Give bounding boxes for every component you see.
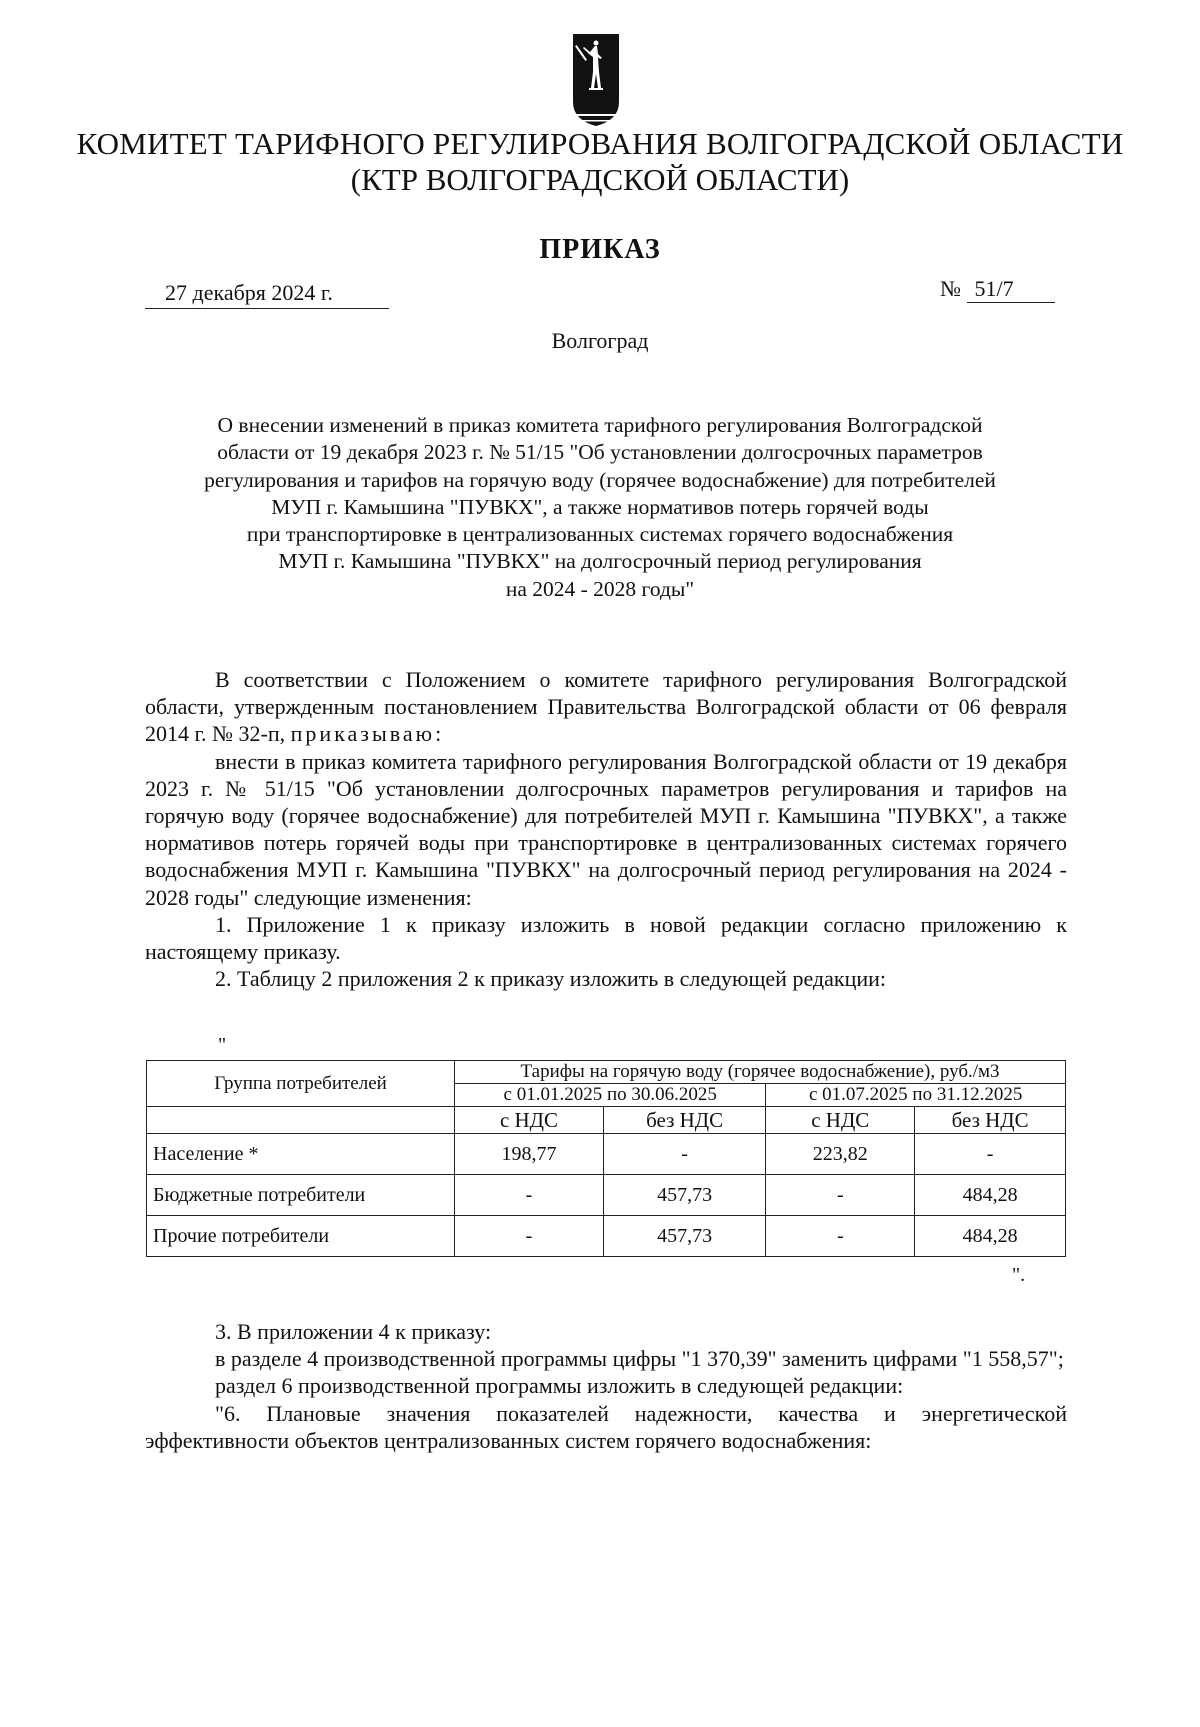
- amendment-paragraph: внести в приказ комитета тарифного регулирования Волгоградской области от 19 декабря 2023 г. № 51/15 "Об установлении долгосрочных параметров регулирования и тарифов на горячую воду (горячее водоснабжение) для потребителей МУП г. Камышина "ПУВКХ", а также нормативов потерь горячей воды при транспортировке в централизованных системах горячего водоснабжения МУП г. Камышина "ПУВКХ" на долгосрочный период регулирования на 2024 - 2028 годы" следующие изменения:: [145, 748, 1067, 910]
- subject-line: МУП г. Камышина "ПУВКХ" на долгосрочный период регулирования: [278, 549, 922, 574]
- item-3-b: раздел 6 производственной программы изложить в следующей редакции:: [215, 1373, 904, 1399]
- p1-with-vat-header: с НДС: [455, 1107, 604, 1134]
- tariff-cell: -: [603, 1134, 765, 1175]
- table-row: [147, 1134, 1066, 1175]
- group-cell: Прочие потребители: [147, 1216, 455, 1257]
- p1-without-vat-header: без НДС: [603, 1107, 765, 1134]
- empty-cell: [147, 1107, 455, 1134]
- group-cell: Население *: [147, 1134, 455, 1175]
- tariff-cell: 484,28: [915, 1216, 1066, 1257]
- subject-line: регулирования и тарифов на горячую воду (горячее водоснабжение) для потребителей: [204, 467, 996, 492]
- document-subject: [140, 412, 1060, 603]
- tariff-cell: -: [455, 1216, 604, 1257]
- tariff-cell: 223,82: [766, 1134, 915, 1175]
- order-body: [145, 666, 1067, 992]
- item-3-section: [145, 1318, 1067, 1454]
- tariff-cell: -: [766, 1175, 915, 1216]
- tariff-cell: 484,28: [915, 1175, 1066, 1216]
- coat-of-arms-emblem: [571, 32, 621, 128]
- table-row: [147, 1216, 1066, 1257]
- preamble-text: В соответствии с Положением о комитете тарифного регулирования Волгоградской области, утвержденным постановлением Правительства Волгоградской области от 06 февраля 2014 г. № 32-п,: [145, 667, 1067, 747]
- subject-line: на 2024 - 2028 годы": [505, 576, 695, 601]
- document-city: Волгоград: [551, 328, 649, 353]
- tariff-header: Тарифы на горячую воду (горячее водоснабжение), руб./м3: [455, 1061, 1066, 1084]
- tariff-cell: -: [766, 1216, 915, 1257]
- group-header: Группа потребителей: [147, 1061, 455, 1107]
- tariff-cell: 457,73: [603, 1175, 765, 1216]
- document-number-field: [940, 276, 1055, 303]
- p2-without-vat-header: без НДС: [915, 1107, 1066, 1134]
- organization-short-name: (КТР ВОЛГОГРАДСКОЙ ОБЛАСТИ): [350, 162, 850, 197]
- quote-open-mark: ": [218, 1034, 227, 1056]
- order-keyword: приказываю:: [290, 721, 445, 747]
- tariff-table: [146, 1060, 1066, 1257]
- item-1: 1. Приложение 1 к приказу изложить в новой редакции согласно приложению к настоящему приказу.: [145, 911, 1067, 965]
- p2-with-vat-header: с НДС: [766, 1107, 915, 1134]
- vat-header-row: [147, 1107, 1066, 1134]
- table-row: [147, 1175, 1066, 1216]
- item-3-c: "6. Плановые значения показателей надежности, качества и энергетической эффективности объектов централизованных систем горячего водоснабжения:: [145, 1400, 1067, 1453]
- tariff-cell: 457,73: [603, 1216, 765, 1257]
- document-title: ПРИКАЗ: [539, 234, 661, 265]
- subject-line: МУП г. Камышина "ПУВКХ", а также нормативов потерь горячей воды: [271, 494, 929, 519]
- group-cell: Бюджетные потребители: [147, 1175, 455, 1216]
- item-3-a: в разделе 4 производственной программы цифры "1 370,39" заменить цифрами "1 558,57";: [215, 1346, 1064, 1372]
- preamble-paragraph: [145, 666, 1067, 748]
- subject-line: О внесении изменений в приказ комитета тарифного регулирования Волгоградской: [217, 413, 983, 437]
- quote-close-mark: ".: [1012, 1264, 1026, 1286]
- number-label: №: [940, 276, 961, 301]
- subject-line: при транспортировке в централизованных системах горячего водоснабжения: [246, 522, 954, 547]
- table-header-row: [147, 1061, 1066, 1084]
- document-date: 27 декабря 2024 г.: [145, 280, 389, 309]
- subject-line: области от 19 декабря 2023 г. № 51/15 "Об установлении долгосрочных параметров: [217, 440, 983, 465]
- tariff-cell: 198,77: [455, 1134, 604, 1175]
- document-number: 51/7: [967, 276, 1055, 303]
- period-1-header: с 01.01.2025 по 30.06.2025: [455, 1084, 766, 1107]
- tariff-cell: -: [915, 1134, 1066, 1175]
- item-2: 2. Таблицу 2 приложения 2 к приказу изложить в следующей редакции:: [215, 966, 887, 992]
- period-2-header: с 01.07.2025 по 31.12.2025: [766, 1084, 1066, 1107]
- tariff-cell: -: [455, 1175, 604, 1216]
- organization-name: КОМИТЕТ ТАРИФНОГО РЕГУЛИРОВАНИЯ ВОЛГОГРАДСКОЙ ОБЛАСТИ: [76, 126, 1124, 161]
- item-3: 3. В приложении 4 к приказу:: [215, 1319, 492, 1344]
